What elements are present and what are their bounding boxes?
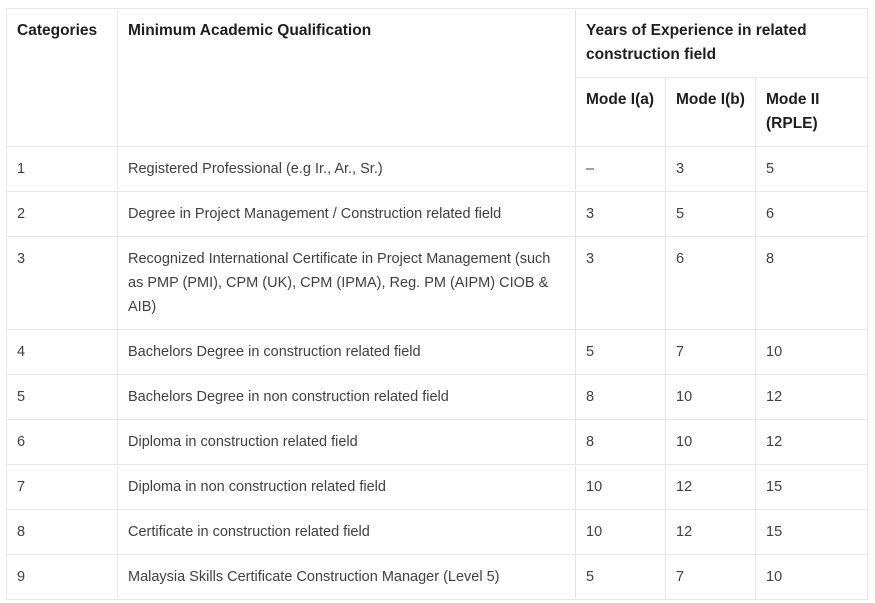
table-row [7, 555, 868, 600]
header-experience: Years of Experience in related construction field [576, 9, 868, 78]
cell-mode-1a: 5 [576, 555, 666, 600]
cell-mode-2: 15 [756, 510, 868, 555]
cell-qualification: Registered Professional (e.g Ir., Ar., Sr.) [118, 147, 576, 192]
cell-category: 1 [7, 147, 118, 192]
header-mode-1a: Mode I(a) [576, 78, 666, 147]
table-row [7, 420, 868, 465]
cell-category: 7 [7, 465, 118, 510]
cell-mode-1b: 5 [666, 192, 756, 237]
cell-qualification: Malaysia Skills Certificate Construction Manager (Level 5) [118, 555, 576, 600]
cell-mode-1b: 10 [666, 375, 756, 420]
cell-category: 4 [7, 330, 118, 375]
cell-mode-2: 10 [756, 555, 868, 600]
cell-qualification: Diploma in construction related field [118, 420, 576, 465]
cell-mode-1a: 3 [576, 237, 666, 330]
table-row [7, 192, 868, 237]
cell-mode-2: 5 [756, 147, 868, 192]
cell-qualification: Recognized International Certificate in Project Management (such as PMP (PMI), CPM (UK), CPM (IPMA), Reg. PM (AIPM) CIOB & AIB) [118, 237, 576, 330]
cell-mode-2: 10 [756, 330, 868, 375]
header-mode-2: Mode II (RPLE) [756, 78, 868, 147]
table-row [7, 237, 868, 330]
cell-mode-1a: 10 [576, 465, 666, 510]
cell-qualification: Diploma in non construction related field [118, 465, 576, 510]
cell-mode-2: 15 [756, 465, 868, 510]
cell-mode-1a: 8 [576, 375, 666, 420]
cell-qualification: Bachelors Degree in construction related field [118, 330, 576, 375]
qualification-table-container [6, 8, 867, 600]
cell-qualification: Degree in Project Management / Construction related field [118, 192, 576, 237]
cell-mode-1a: 10 [576, 510, 666, 555]
cell-mode-2: 12 [756, 420, 868, 465]
table-row [7, 375, 868, 420]
cell-mode-1b: 12 [666, 465, 756, 510]
table-header [7, 9, 868, 147]
table-row [7, 330, 868, 375]
header-qualification: Minimum Academic Qualification [118, 9, 576, 147]
cell-mode-1a: 8 [576, 420, 666, 465]
header-categories: Categories [7, 9, 118, 147]
cell-mode-1b: 7 [666, 330, 756, 375]
cell-mode-2: 6 [756, 192, 868, 237]
table-row [7, 147, 868, 192]
qualification-table [6, 8, 868, 600]
cell-category: 3 [7, 237, 118, 330]
cell-mode-1b: 6 [666, 237, 756, 330]
cell-qualification: Certificate in construction related field [118, 510, 576, 555]
cell-mode-1b: 3 [666, 147, 756, 192]
table-row [7, 465, 868, 510]
header-mode-1b: Mode I(b) [666, 78, 756, 147]
table-body [7, 147, 868, 600]
cell-category: 6 [7, 420, 118, 465]
cell-mode-1a: 5 [576, 330, 666, 375]
cell-mode-1b: 10 [666, 420, 756, 465]
cell-category: 5 [7, 375, 118, 420]
cell-mode-1a: – [576, 147, 666, 192]
cell-mode-1a: 3 [576, 192, 666, 237]
cell-mode-1b: 7 [666, 555, 756, 600]
cell-mode-1b: 12 [666, 510, 756, 555]
cell-mode-2: 8 [756, 237, 868, 330]
cell-category: 2 [7, 192, 118, 237]
table-row [7, 510, 868, 555]
cell-category: 8 [7, 510, 118, 555]
cell-category: 9 [7, 555, 118, 600]
header-row [7, 9, 868, 78]
cell-qualification: Bachelors Degree in non construction related field [118, 375, 576, 420]
cell-mode-2: 12 [756, 375, 868, 420]
